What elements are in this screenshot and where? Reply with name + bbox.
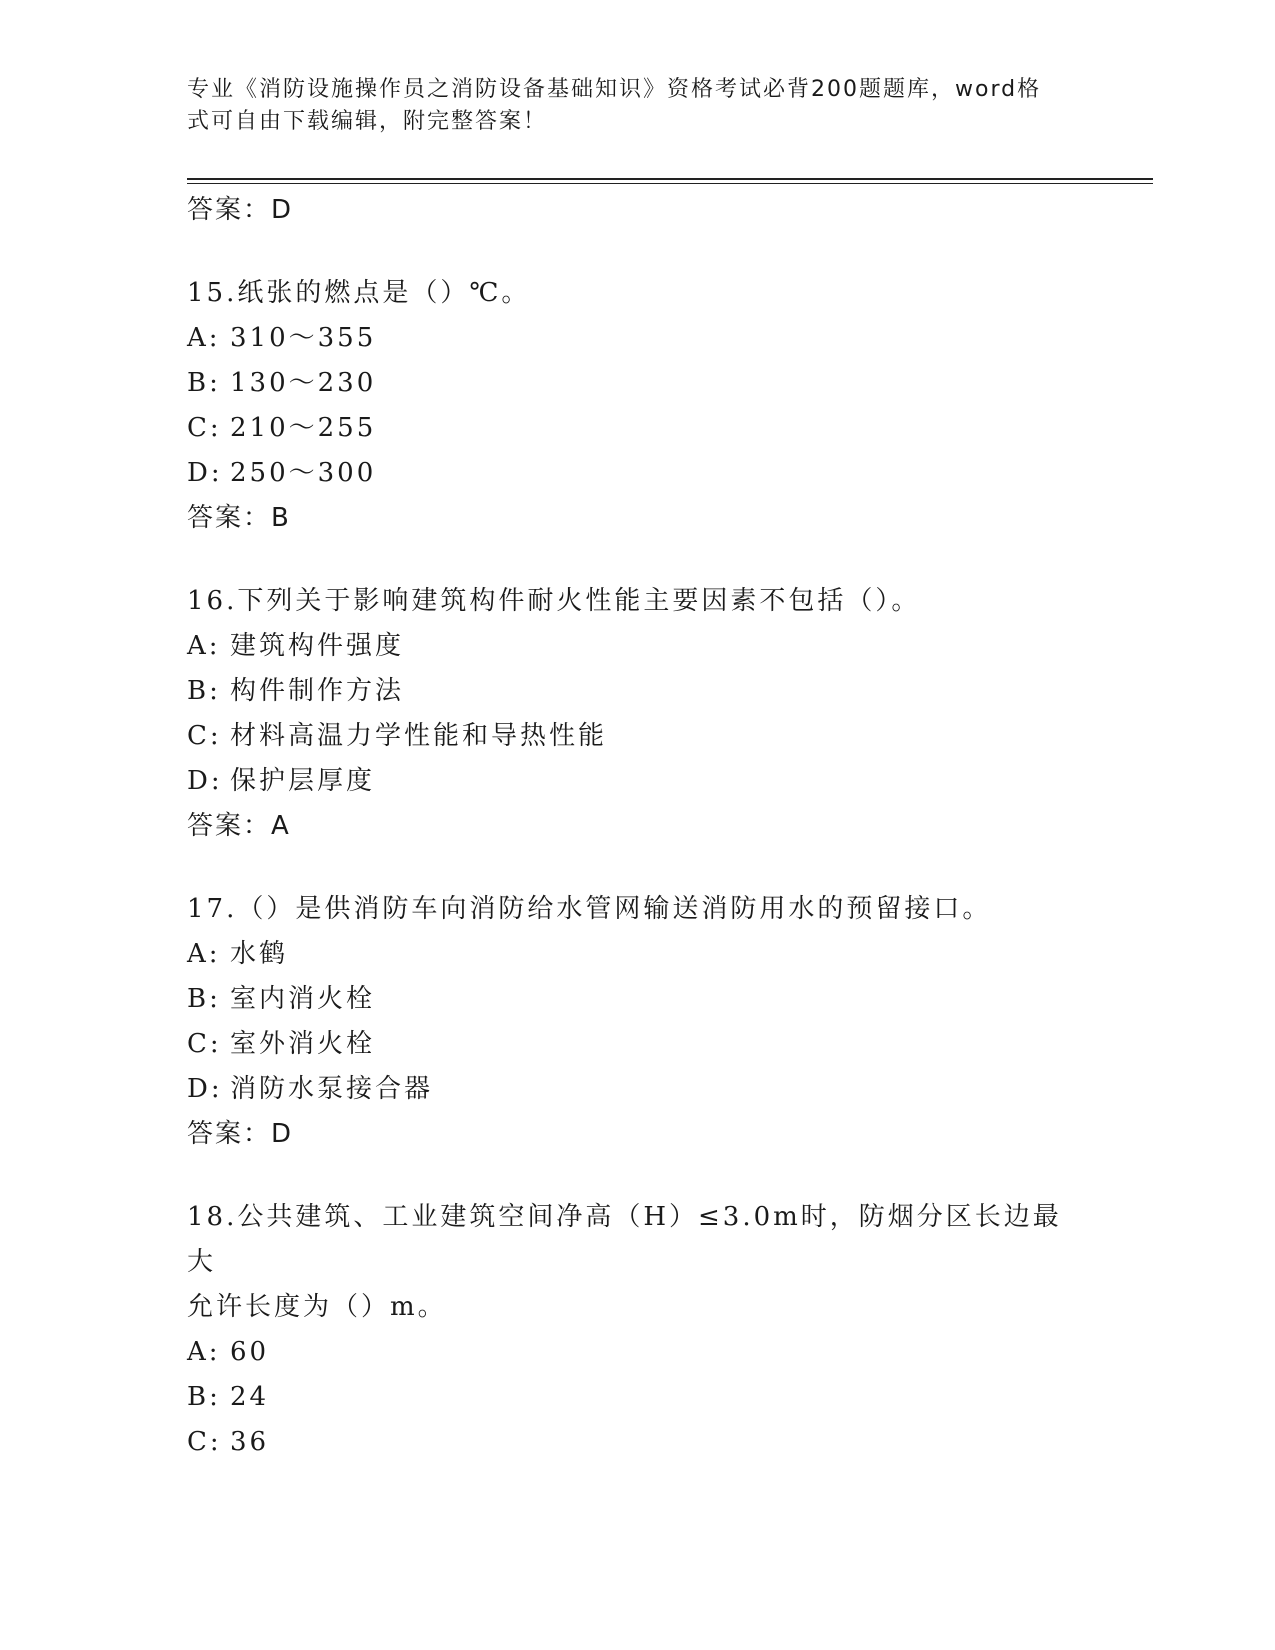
option-a <box>187 1330 1067 1375</box>
option-label: C: <box>187 1427 222 1457</box>
question-15 <box>187 271 1067 541</box>
question-text-line-1: 18.公共建筑、工业建筑空间净高（H）≤3.0m时，防烟分区长边最大 <box>187 1202 1062 1277</box>
option-text: 室外消火栓 <box>230 1029 376 1059</box>
option-c <box>187 1420 1067 1465</box>
option-a <box>187 316 1067 361</box>
option-text: 36 <box>230 1427 270 1457</box>
option-b <box>187 977 1067 1022</box>
document-body <box>187 188 1067 1465</box>
option-d <box>187 759 1067 804</box>
option-label: B: <box>187 368 221 398</box>
question-text <box>187 1195 1067 1330</box>
option-text: 250～300 <box>230 458 377 488</box>
option-text: 24 <box>230 1382 270 1412</box>
answer-line: 答案：D <box>187 195 294 225</box>
option-text: 保护层厚度 <box>230 766 376 796</box>
option-text: 水鹤 <box>230 939 289 969</box>
header-line-2: 式可自由下载编辑，附完整答案！ <box>187 109 548 134</box>
option-a <box>187 932 1067 977</box>
option-b <box>187 1375 1067 1420</box>
option-text: 消防水泵接合器 <box>230 1074 434 1104</box>
header-rule-thin <box>187 183 1153 184</box>
option-label: A: <box>187 631 221 661</box>
option-text: 材料高温力学性能和导热性能 <box>230 721 608 751</box>
question-16 <box>187 579 1067 849</box>
option-a <box>187 624 1067 669</box>
page-header <box>187 74 1067 138</box>
option-label: B: <box>187 1382 221 1412</box>
option-text: 130～230 <box>230 368 377 398</box>
option-label: B: <box>187 984 221 1014</box>
option-text: 60 <box>230 1337 270 1367</box>
option-label: A: <box>187 323 221 353</box>
option-label: B: <box>187 676 221 706</box>
answer-line: 答案：B <box>187 503 291 533</box>
header-line-1: 专业《消防设施操作员之消防设备基础知识》资格考试必背200题题库，word格 <box>187 77 1042 102</box>
option-label: D: <box>187 766 223 796</box>
option-text: 构件制作方法 <box>230 676 405 706</box>
option-label: A: <box>187 1337 221 1367</box>
option-label: D: <box>187 458 223 488</box>
option-c <box>187 714 1067 759</box>
option-text: 310～355 <box>230 323 377 353</box>
option-text: 建筑构件强度 <box>230 631 405 661</box>
answer-line: 答案：A <box>187 811 291 841</box>
option-label: D: <box>187 1074 223 1104</box>
question-text: 15.纸张的燃点是（）℃。 <box>187 278 531 308</box>
option-b <box>187 669 1067 714</box>
option-label: A: <box>187 939 221 969</box>
header-rule-thick <box>187 178 1153 180</box>
question-18 <box>187 1195 1067 1465</box>
answer-line: 答案：D <box>187 1119 294 1149</box>
option-text: 室内消火栓 <box>230 984 376 1014</box>
option-d <box>187 451 1067 496</box>
option-c <box>187 406 1067 451</box>
option-d <box>187 1067 1067 1112</box>
option-b <box>187 361 1067 406</box>
question-text-line-2: 允许长度为（）m。 <box>187 1292 447 1322</box>
question-text: 17.（）是供消防车向消防给水管网输送消防用水的预留接口。 <box>187 894 992 924</box>
question-17 <box>187 887 1067 1157</box>
question-text: 16.下列关于影响建筑构件耐火性能主要因素不包括（）。 <box>187 586 921 616</box>
option-text: 210～255 <box>230 413 377 443</box>
option-label: C: <box>187 1029 222 1059</box>
option-c <box>187 1022 1067 1067</box>
option-label: C: <box>187 721 222 751</box>
option-label: C: <box>187 413 222 443</box>
